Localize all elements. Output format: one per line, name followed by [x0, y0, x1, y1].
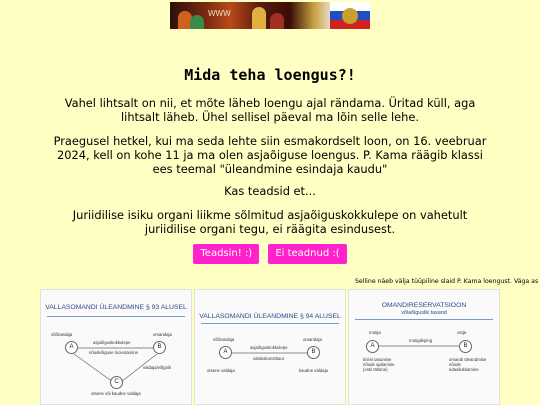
- slide-label-right-b1: omandi üleandmise: [449, 357, 487, 362]
- slide-label-right: omandaja: [153, 332, 172, 337]
- coat-of-arms-icon: [342, 8, 358, 24]
- slide-edge-sublabel: nõudeõiguse loovutamine: [89, 350, 138, 355]
- node-c: C: [110, 376, 123, 389]
- slide-label-left: müüja: [369, 330, 381, 335]
- slide-label-bottom: otsene või kaudne valdaja: [91, 391, 141, 396]
- slide-edge-label: müügileping: [409, 338, 433, 343]
- context-paragraph: Praegusel hetkel, kui ma seda lehte siin esmakordselt loon, on 16. veebruar 2024, kell on kohe 11 ja ma olen asjaõiguse loengus. P. Kama räägib klassi ees teemal "üleandmine esindaja kaudu": [53, 134, 487, 176]
- header-banner-image: [170, 2, 370, 29]
- node-b: B: [459, 340, 472, 353]
- slide-label-right-b3: edasilükkamine: [449, 367, 479, 372]
- node-a: A: [65, 341, 78, 354]
- slide-label-left: võõrandaja: [213, 337, 235, 342]
- banner-dome-shape: [270, 13, 284, 29]
- banner-text: WWW: [208, 9, 231, 18]
- slide-label-right-b2: nõude: [449, 362, 461, 367]
- banner-dome-shape: [252, 7, 266, 29]
- banner-dome-shape: [190, 15, 204, 29]
- slide-image-93[interactable]: [40, 289, 192, 405]
- slide-image-94[interactable]: [194, 289, 346, 405]
- node-a: A: [219, 346, 232, 359]
- fact-paragraph: Juriidilise isiku organi liikme sõlmitud asjaõiguskokkulepe on vahetult juriidilise organi tegu, ei räägita esindusest.: [72, 208, 468, 236]
- node-a: A: [366, 340, 379, 353]
- page-title: Mida teha loengus?!: [184, 66, 356, 84]
- intro-paragraph: Vahel lihtsalt on nii, et mõte läheb loengu ajal rändama. Üritad küll, aga lihtsalt läheb. Ühel sellisel päeval ma lõin selle lehe.: [64, 96, 476, 124]
- answer-buttons: [0, 241, 540, 264]
- slide-label-right: omandaja: [303, 337, 322, 342]
- slide-label-left-bottom: otsene valdaja: [207, 368, 235, 373]
- did-not-know-button[interactable]: Ei teadnud :(: [268, 244, 346, 264]
- slide-label-left-b2: nõude ajalamine: [363, 362, 395, 367]
- node-b: B: [153, 341, 166, 354]
- slide-edge-sublabel: valduskonstituut: [253, 356, 284, 361]
- slide-title: VALLASOMANDI ÜLEANDMINE § 94 ALUSEL: [199, 313, 341, 320]
- node-b: B: [307, 346, 320, 359]
- slide-label-right: ostja: [457, 330, 467, 335]
- slide-label-right-bottom: kaudne valdaja: [299, 368, 328, 373]
- did-you-know-heading: Kas teadsid et...: [224, 184, 316, 198]
- slide-edge-label: asjaõiguskokkulepe: [250, 345, 288, 350]
- slide-image-reservation[interactable]: [348, 289, 500, 405]
- slide-label-left-b1: tinimi tasumise: [363, 357, 392, 362]
- slide-title: VALLASOMANDI ÜLEANDMINE § 93 ALUSEL: [45, 304, 187, 311]
- slide-label-left: võõrandaja: [51, 332, 73, 337]
- slide-subtitle: võlaõiguslik tasand: [401, 310, 447, 316]
- knew-it-button[interactable]: Teadsin! :): [193, 244, 259, 264]
- slide-label-left-b3: (ostii tähtine): [363, 367, 388, 372]
- slide-edge-label-right: valdaja/võlgnik: [143, 365, 172, 370]
- slide-edge-label: asjaõiguskokkulepe: [93, 340, 131, 345]
- slide-title: OMANDIRESERVATSIOON: [381, 302, 467, 309]
- slides-caption: Selline näeb välja tüüpiline slaid P. Kama loengust. Väga as: [355, 278, 539, 285]
